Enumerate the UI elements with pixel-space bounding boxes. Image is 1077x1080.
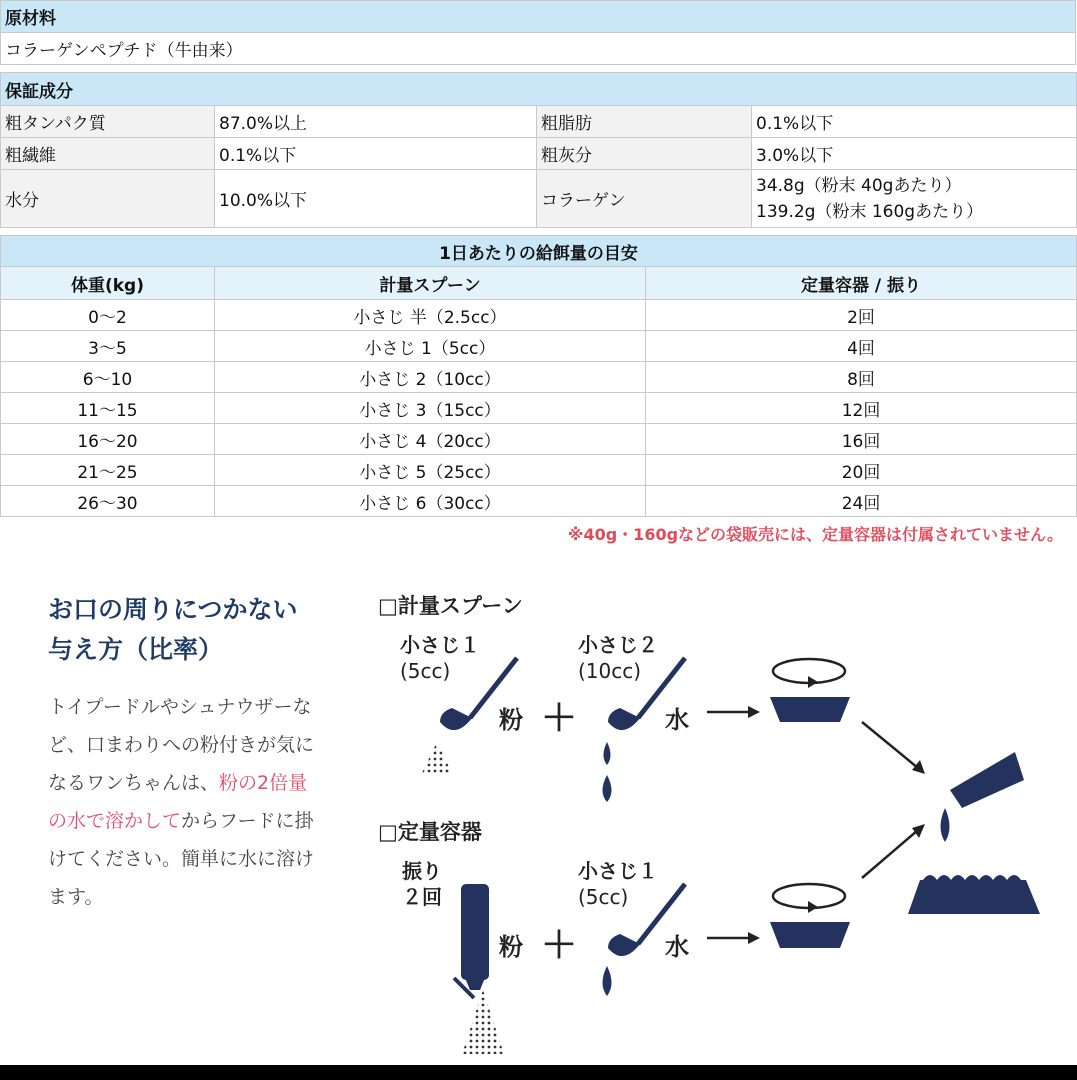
spoon3-label — [578, 858, 658, 910]
shakes-cell: 2回 — [646, 300, 1077, 331]
spoon-cell: 小さじ 2（10cc） — [215, 362, 646, 393]
shaker-container-icon — [454, 884, 489, 998]
powder-label: 粉 — [499, 933, 523, 961]
shakes-cell: 24回 — [646, 486, 1077, 517]
analysis-value: 3.0%以下 — [752, 138, 1077, 170]
spoon-cell: 小さじ 4（20cc） — [215, 424, 646, 455]
water-drop-icon — [603, 966, 612, 996]
weight-cell: 0〜2 — [1, 300, 215, 331]
guaranteed-header: 保証成分 — [1, 73, 1077, 106]
arrow-diagonal-icon — [862, 722, 925, 774]
shakes-cell: 20回 — [646, 455, 1077, 486]
spoon-cell: 小さじ 半（2.5cc） — [215, 300, 646, 331]
weight-cell: 6〜10 — [1, 362, 215, 393]
analysis-label: 粗繊維 — [1, 138, 215, 170]
section-measuring-spoon: □計量スプーン — [378, 594, 523, 618]
analysis-value: 0.1%以下 — [215, 138, 537, 170]
stir-icon — [773, 884, 845, 913]
container-not-included-note: ※40g・160gなどの袋販売には、定量容器は付属されていません。 — [567, 525, 1063, 544]
shakes-cell: 8回 — [646, 362, 1077, 393]
food-bowl-icon — [908, 875, 1040, 914]
howto-heading-line1: お口の周りにつかない — [48, 595, 298, 624]
spoon1-volume: (5cc) — [400, 659, 451, 683]
pouring-bowl-icon — [950, 752, 1024, 808]
weight-cell: 21〜25 — [1, 455, 215, 486]
analysis-label: 粗タンパク質 — [1, 106, 215, 138]
spoon-cell: 小さじ 6（30cc） — [215, 486, 646, 517]
desc-text-2: からフードに掛けてください。簡単に水に溶けます。 — [48, 810, 315, 908]
weight-cell: 3〜5 — [1, 331, 215, 362]
collagen-value-160g: 139.2g（粉末 160gあたり） — [756, 201, 984, 222]
plus-sign: ＋ — [541, 925, 578, 966]
spoon1-amount: 小さじ１ — [400, 633, 480, 657]
spoon3-amount: 小さじ１ — [578, 859, 658, 883]
analysis-label: 粗灰分 — [537, 138, 752, 170]
powder-label: 粉 — [499, 706, 523, 734]
spoon2-volume: (10cc) — [578, 659, 642, 683]
bottom-bar — [0, 1065, 1077, 1080]
water-drop-icon — [603, 775, 612, 802]
shakes-cell: 16回 — [646, 424, 1077, 455]
powder-pile-icon — [462, 990, 504, 1054]
water-label: 水 — [665, 933, 689, 961]
collagen-value-40g: 34.8g（粉末 40gあたり） — [756, 175, 962, 196]
analysis-value: 0.1%以下 — [752, 106, 1077, 138]
spoon2-amount: 小さじ２ — [578, 633, 658, 657]
powder-pile-icon — [422, 742, 452, 773]
pour-drop-icon — [941, 808, 950, 842]
feeding-title: 1日あたりの給餌量の目安 — [1, 236, 1077, 267]
arrow-diagonal-icon — [862, 824, 925, 878]
arrow-right-icon — [707, 706, 760, 718]
shakes-cell: 12回 — [646, 393, 1077, 424]
spoon-cell: 小さじ 3（15cc） — [215, 393, 646, 424]
stir-icon — [773, 659, 845, 688]
spoon3-volume: (5cc) — [578, 885, 629, 909]
bowl-icon — [770, 697, 850, 722]
analysis-label: 粗脂肪 — [537, 106, 752, 138]
ingredients-value: コラーゲンペプチド（牛由来） — [1, 33, 1076, 65]
water-drop-icon — [604, 742, 611, 765]
analysis-label: 水分 — [1, 170, 215, 228]
column-header-container: 定量容器 / 振り — [646, 267, 1077, 300]
water-label: 水 — [665, 706, 689, 734]
shakes-cell: 4回 — [646, 331, 1077, 362]
analysis-value: 10.0%以下 — [215, 170, 537, 228]
shake-text: 振り — [402, 859, 442, 883]
weight-cell: 16〜20 — [1, 424, 215, 455]
spoon2-label — [578, 632, 658, 684]
desc-highlight: 粉の2倍量の水で溶かして — [48, 772, 308, 832]
bowl-icon — [770, 922, 850, 948]
howto-heading-line2: 与え方（比率） — [48, 635, 224, 664]
ingredients-header: 原材料 — [1, 1, 1076, 33]
weight-cell: 26〜30 — [1, 486, 215, 517]
arrow-right-icon — [707, 932, 760, 944]
column-header-spoon: 計量スプーン — [215, 267, 646, 300]
analysis-value: 87.0%以上 — [215, 106, 537, 138]
analysis-label: コラーゲン — [537, 170, 752, 228]
desc-text-1: トイプードルやシュナウザーなど、口まわりへの粉付きが気になるワンちゃんは、 — [48, 696, 315, 794]
column-header-weight: 体重(kg) — [1, 267, 215, 300]
spoon-cell: 小さじ 5（25cc） — [215, 455, 646, 486]
shake-count: ２回 — [402, 885, 442, 909]
weight-cell: 11〜15 — [1, 393, 215, 424]
spoon-cell: 小さじ 1（5cc） — [215, 331, 646, 362]
plus-sign: ＋ — [541, 698, 578, 739]
shake-label — [402, 858, 442, 910]
section-container: □定量容器 — [378, 820, 482, 844]
spoon1-label — [400, 632, 480, 684]
